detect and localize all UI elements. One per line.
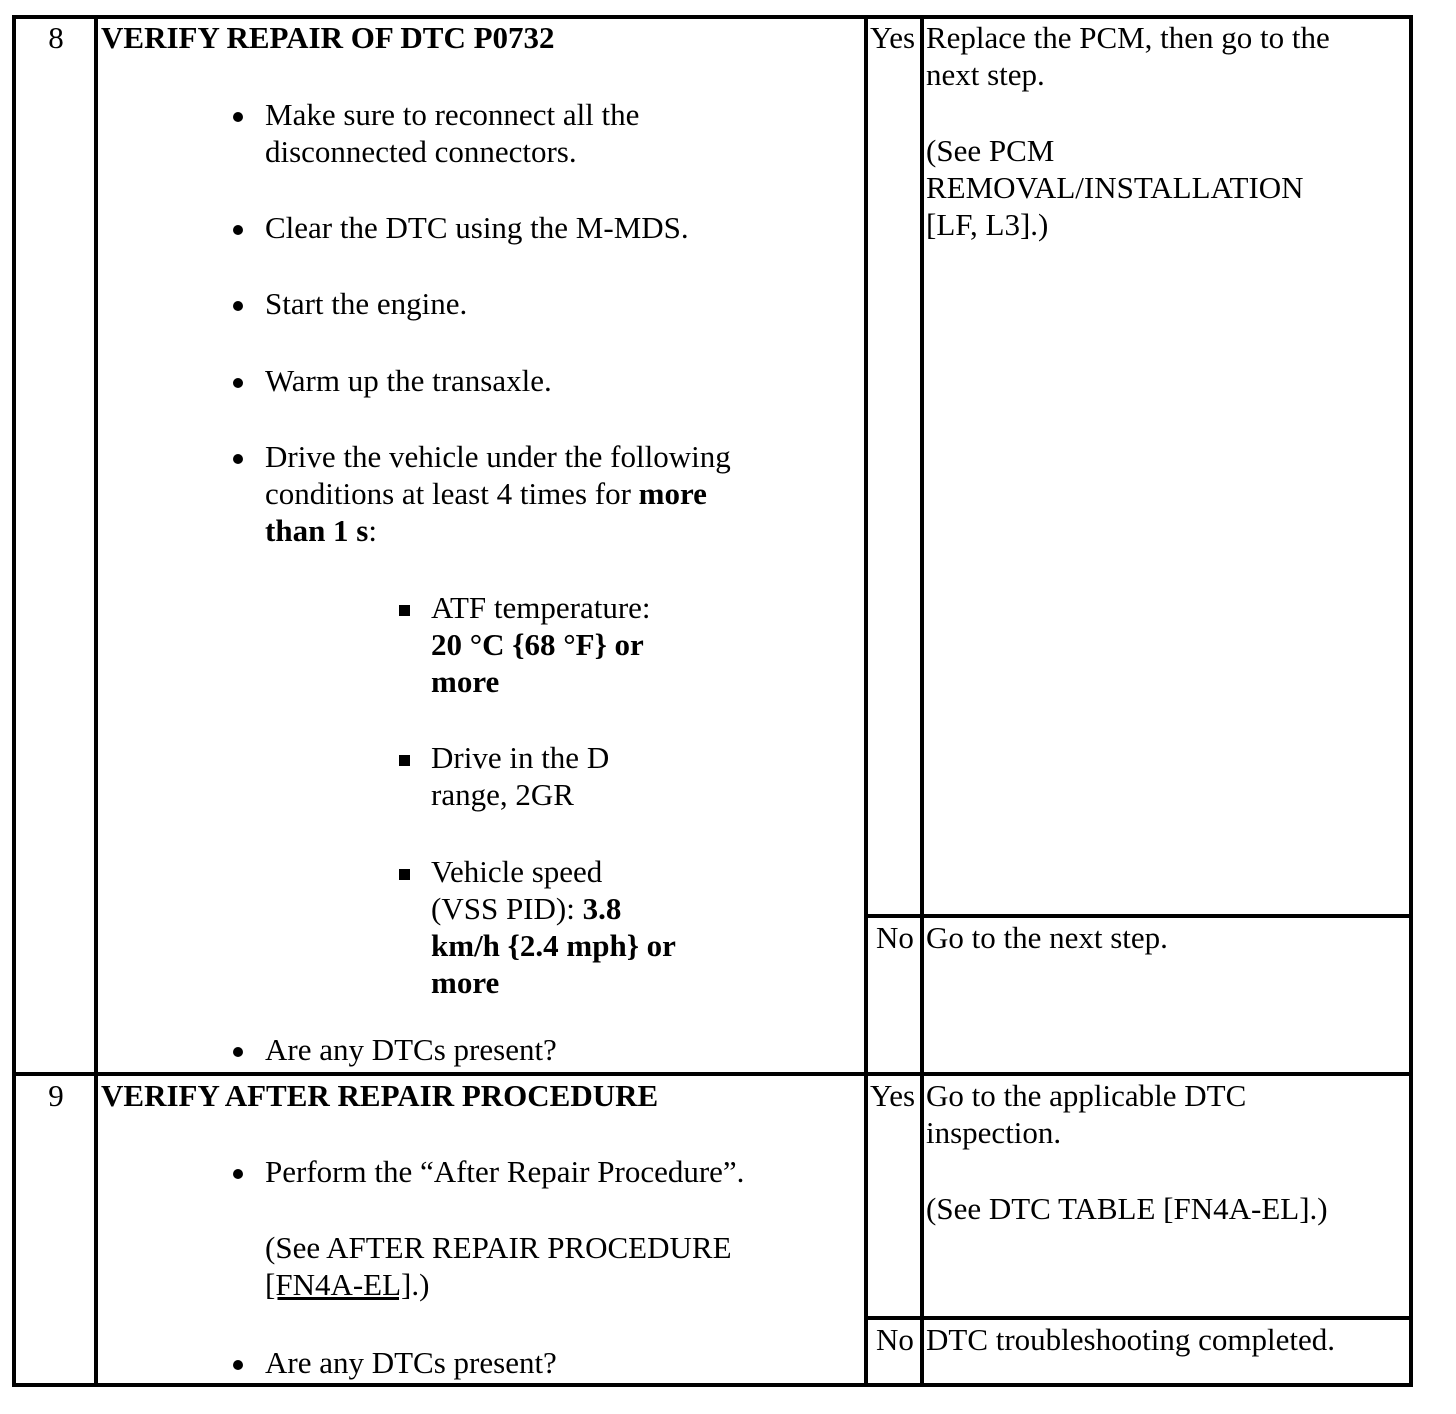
bullet-dot xyxy=(233,301,243,311)
bullet-text: Start the engine. xyxy=(265,286,468,321)
bullet-dot xyxy=(233,112,243,122)
question-text: Are any DTCs present? xyxy=(265,1032,557,1067)
question-text: Are any DTCs present? xyxy=(265,1345,557,1380)
bullet-dot xyxy=(233,454,243,464)
table-border-left xyxy=(12,15,16,1387)
bullet-dot xyxy=(233,1360,243,1370)
bullet-text: Warm up the transaxle. xyxy=(265,363,552,398)
bullet-text: disconnected connectors. xyxy=(265,134,577,169)
bullet-text xyxy=(265,475,707,512)
yes-action: Go to the applicable DTC xyxy=(926,1078,1247,1113)
sub-bullet-square xyxy=(399,755,410,766)
condition-value: more xyxy=(431,664,500,699)
yes-action: (See PCM xyxy=(926,133,1055,168)
sub-bullet-square xyxy=(399,605,410,616)
bullet-text-segment: : xyxy=(368,513,377,548)
yes-action: inspection. xyxy=(926,1115,1062,1150)
bullet-dot xyxy=(233,1047,243,1057)
fn4a-el-link[interactable]: [FN4A-EL] xyxy=(265,1267,412,1302)
table-border-right xyxy=(1409,15,1413,1387)
troubleshooting-table xyxy=(12,15,1413,1387)
bullet-dot xyxy=(233,1169,243,1179)
no-action: Go to the next step. xyxy=(926,920,1168,955)
sub-bullet-square xyxy=(399,869,410,880)
yes-label: Yes xyxy=(870,1078,916,1113)
condition-label: Vehicle speed xyxy=(431,854,603,889)
yes-action: Replace the PCM, then go to the xyxy=(926,20,1330,55)
see-reference xyxy=(265,1266,429,1303)
column-divider-number xyxy=(94,15,98,1387)
bullet-dot xyxy=(233,225,243,235)
step-title: VERIFY AFTER REPAIR PROCEDURE xyxy=(101,1078,659,1113)
bullet-text-bold: than 1 s xyxy=(265,513,369,548)
step-title: VERIFY REPAIR OF DTC P0732 xyxy=(101,20,555,55)
yes-action: [LF, L3].) xyxy=(926,207,1049,242)
bullet-text-bold: more xyxy=(638,476,707,511)
bullet-text xyxy=(265,512,377,549)
no-label: No xyxy=(876,1322,914,1357)
column-divider-action xyxy=(864,15,868,1387)
bullet-dot xyxy=(233,378,243,388)
bullet-text: Drive the vehicle under the following xyxy=(265,439,731,474)
step-number: 8 xyxy=(48,20,64,55)
condition-value: km/h {2.4 mph} or xyxy=(431,928,676,963)
condition-value: 3.8 xyxy=(582,891,622,926)
no-action: DTC troubleshooting completed. xyxy=(926,1322,1335,1357)
row-divider-step-9-yes-no xyxy=(864,1316,1413,1320)
condition-value: 20 °C {68 °F} or xyxy=(431,627,644,662)
yes-action: REMOVAL/INSTALLATION xyxy=(926,170,1304,205)
column-divider-result xyxy=(920,15,924,1387)
condition-label: ATF temperature: xyxy=(431,590,651,625)
yes-action: (See DTC TABLE [FN4A-EL].) xyxy=(926,1191,1328,1226)
see-reference: (See AFTER REPAIR PROCEDURE xyxy=(265,1230,732,1265)
yes-action: next step. xyxy=(926,57,1045,92)
yes-label: Yes xyxy=(870,20,916,55)
condition-label xyxy=(431,890,621,927)
bullet-text: Perform the “After Repair Procedure”. xyxy=(265,1154,745,1189)
bullet-text-segment: conditions at least 4 times for xyxy=(265,476,631,511)
row-divider-step-8-9 xyxy=(12,1072,1413,1076)
row-divider-step-8-yes-no xyxy=(864,914,1413,918)
no-label: No xyxy=(876,920,914,955)
see-reference-tail: .) xyxy=(411,1267,430,1302)
condition-label: Drive in the D xyxy=(431,740,610,775)
condition-text-segment: (VSS PID): xyxy=(431,891,583,926)
table-border-bottom xyxy=(12,1383,1413,1387)
condition-value: more xyxy=(431,965,500,1000)
bullet-text: Make sure to reconnect all the xyxy=(265,97,640,132)
condition-label: range, 2GR xyxy=(431,777,574,812)
step-number: 9 xyxy=(48,1078,64,1113)
bullet-text: Clear the DTC using the M-MDS. xyxy=(265,210,689,245)
